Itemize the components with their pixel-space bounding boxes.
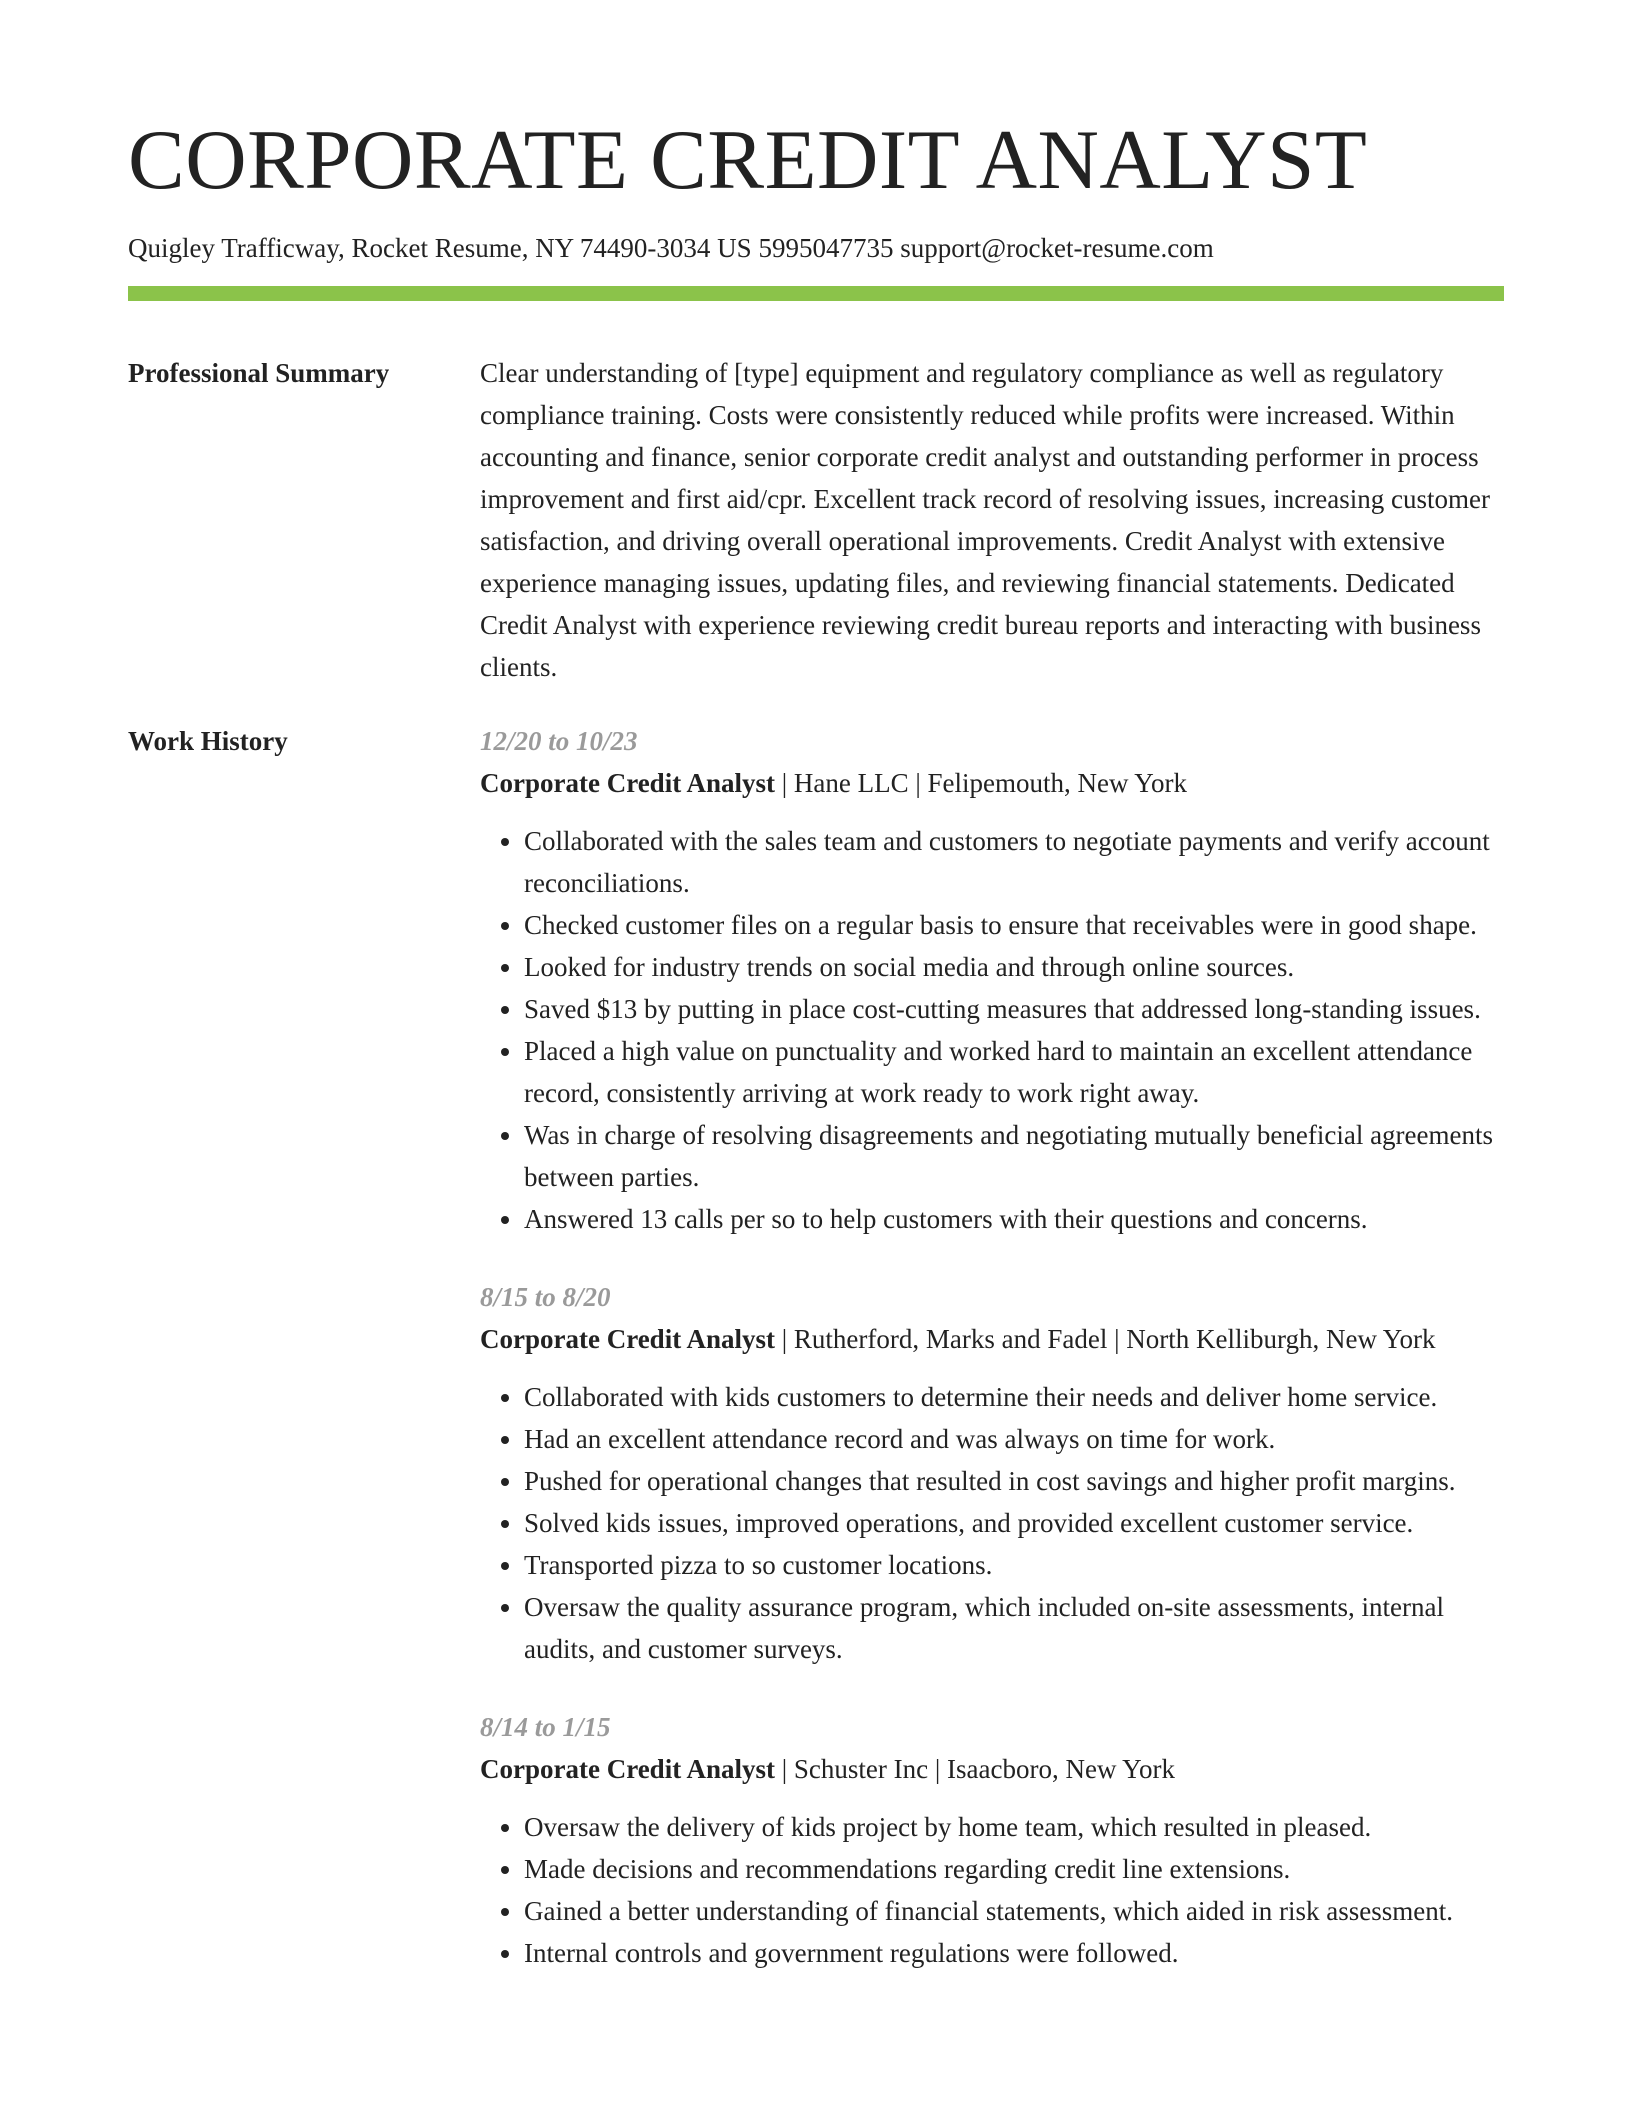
job-title: Corporate Credit Analyst bbox=[480, 1754, 775, 1784]
job-bullet: • Collaborated with the sales team and customers to negotiate payments and verify account reconciliations. bbox=[524, 820, 1504, 904]
job-heading bbox=[480, 762, 1504, 804]
job-dates: 8/15 to 8/20 bbox=[480, 1282, 611, 1312]
job-company-name: Rutherford, Marks and Fadel bbox=[793, 1324, 1108, 1354]
job-bullet: • Oversaw the quality assurance program, which included on-site assessments, internal audits, and customer surveys. bbox=[524, 1586, 1504, 1670]
job-location-name: Felipemouth, New York bbox=[927, 768, 1188, 798]
summary-heading: Professional Summary bbox=[128, 358, 390, 388]
job-bullet: • Made decisions and recommendations regarding credit line extensions. bbox=[524, 1848, 1504, 1890]
job-location bbox=[928, 1754, 1175, 1784]
job-dates: 8/14 to 1/15 bbox=[480, 1712, 611, 1742]
job-heading bbox=[480, 1318, 1504, 1360]
contact-email: support@rocket-resume.com bbox=[900, 233, 1214, 263]
job-bullet: • Internal controls and government regulations were followed. bbox=[524, 1932, 1504, 1974]
job-location bbox=[1107, 1324, 1435, 1354]
resume-title: CORPORATE CREDIT ANALYST bbox=[128, 113, 1368, 207]
job-bullet: • Looked for industry trends on social media and through online sources. bbox=[524, 946, 1504, 988]
work-history-body bbox=[480, 720, 1504, 2010]
job-bullet-list bbox=[480, 820, 1504, 1240]
job-location-name: North Kelliburgh, New York bbox=[1126, 1324, 1436, 1354]
job-title: Corporate Credit Analyst bbox=[480, 1324, 775, 1354]
job-heading bbox=[480, 1748, 1504, 1790]
job-bullet: • Had an excellent attendance record and was always on time for work. bbox=[524, 1418, 1504, 1460]
contact-address: Quigley Trafficway, Rocket Resume, NY 74490-3034 US bbox=[128, 233, 752, 263]
job-title: Corporate Credit Analyst bbox=[480, 768, 775, 798]
work-history-heading: Work History bbox=[128, 726, 288, 756]
job-location-name: Isaacboro, New York bbox=[947, 1754, 1175, 1784]
job-entry bbox=[480, 1706, 1504, 1974]
summary-body bbox=[480, 352, 1504, 688]
job-bullet: • Pushed for operational changes that resulted in cost savings and higher profit margins. bbox=[524, 1460, 1504, 1502]
job-bullet: • Checked customer files on a regular basis to ensure that receivables were in good shape. bbox=[524, 904, 1504, 946]
job-company-name: Schuster Inc bbox=[793, 1754, 929, 1784]
contact-line bbox=[128, 232, 1214, 264]
accent-divider bbox=[128, 286, 1504, 301]
job-bullet: • Solved kids issues, improved operations, and provided excellent customer service. bbox=[524, 1502, 1504, 1544]
job-bullet: • Answered 13 calls per so to help customers with their questions and concerns. bbox=[524, 1198, 1504, 1240]
job-dates: 12/20 to 10/23 bbox=[480, 726, 638, 756]
job-bullet: • Oversaw the delivery of kids project by home team, which resulted in pleased. bbox=[524, 1806, 1504, 1848]
job-bullet-list bbox=[480, 1806, 1504, 1974]
job-entry bbox=[480, 720, 1504, 1240]
job-company bbox=[775, 1324, 1107, 1354]
job-bullet: • Placed a high value on punctuality and worked hard to maintain an excellent attendance record, consistently arriving at work ready to work right away. bbox=[524, 1030, 1504, 1114]
job-bullet: • Saved $13 by putting in place cost-cutting measures that addressed long-standing issues. bbox=[524, 988, 1504, 1030]
job-bullet: • Transported pizza to so customer locations. bbox=[524, 1544, 1504, 1586]
job-company bbox=[775, 768, 909, 798]
job-location bbox=[909, 768, 1187, 798]
job-bullet: • Collaborated with kids customers to determine their needs and deliver home service. bbox=[524, 1376, 1504, 1418]
summary-text: Clear understanding of [type] equipment and regulatory compliance as well as regulatory compliance training. Costs were consistently reduced while profits were increased. Within accounting and finance, senior corporate credit analyst and outstanding performer in process improvement and first aid/cpr. Excellent track record of resolving issues, increasing customer satisfaction, and driving overall operational improvements. Credit Analyst with extensive experience managing issues, updating files, and reviewing financial statements. Dedicated Credit Analyst with experience reviewing credit bureau reports and interacting with business clients. bbox=[480, 358, 1490, 682]
job-company bbox=[775, 1754, 928, 1784]
job-bullet: • Was in charge of resolving disagreements and negotiating mutually beneficial agreements between parties. bbox=[524, 1114, 1504, 1198]
job-bullet-list bbox=[480, 1376, 1504, 1670]
job-entry bbox=[480, 1276, 1504, 1670]
job-bullet: • Gained a better understanding of financial statements, which aided in risk assessment. bbox=[524, 1890, 1504, 1932]
job-company-name: Hane LLC bbox=[793, 768, 909, 798]
contact-phone: 5995047735 bbox=[758, 233, 894, 263]
